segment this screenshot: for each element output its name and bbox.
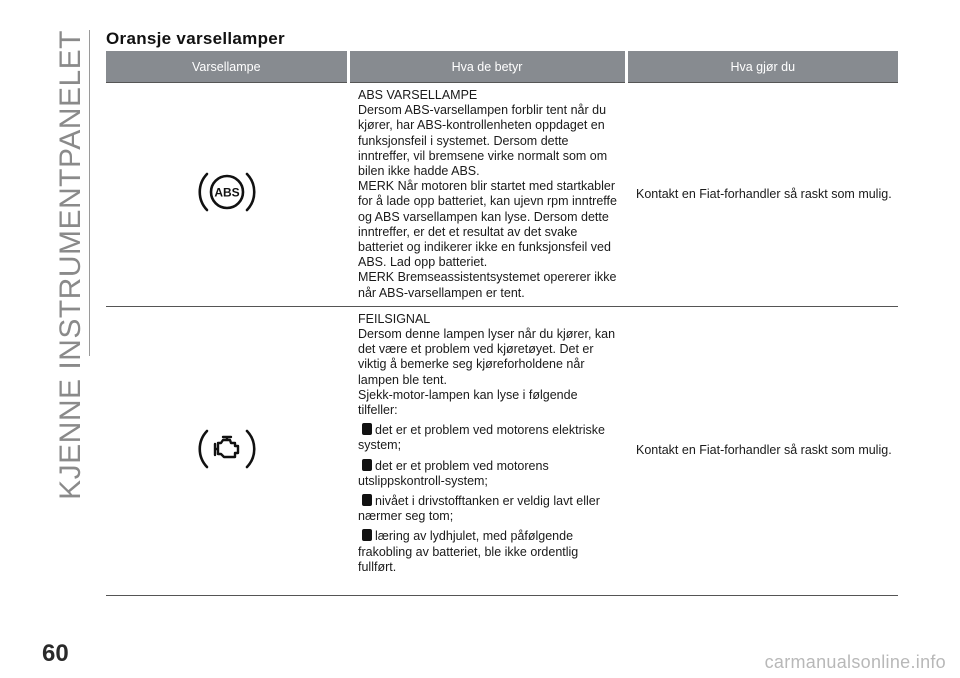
watermark: carmanualsonline.info (764, 652, 946, 672)
description-line: lampen ble tent. (358, 372, 447, 387)
description-cell (348, 83, 626, 307)
description-line: tilfeller: (358, 403, 398, 418)
table-row (106, 306, 898, 595)
description-cell (348, 306, 626, 595)
action-cell: Kontakt en Fiat-forhandler så raskt som mulig. (626, 83, 898, 307)
header-lamp: Varsellampe (106, 51, 348, 83)
engine-check-icon (195, 417, 259, 481)
description-line: viktig å bemerke seg kjøreforholdene når (358, 357, 585, 372)
side-divider (89, 30, 90, 356)
abs-icon-text: ABS (214, 185, 240, 200)
bullet-item: det er et problem ved motorens utslippskontroll-system; (358, 458, 549, 488)
bullet-marker-icon (362, 494, 372, 506)
header-meaning: Hva de betyr (348, 51, 626, 83)
description-line: ABS VARSELLAMPE (358, 88, 478, 102)
description-line: Dersom ABS-varsellampen forblir tent når du (358, 103, 607, 118)
description-line: det være et problem ved kjøretøyet. Det er (358, 342, 594, 357)
description-line: kjører, har ABS-kontrollenheten oppdaget en (358, 118, 605, 133)
description-line: for å lade opp batteriet, kan ujevn rpm inntreffe (358, 194, 617, 209)
header-action: Hva gjør du (626, 51, 898, 83)
description-line: MERK Når motoren blir startet med startkabler (358, 179, 616, 194)
description-line: batteriet og indikerer ikke en funksjonsfeil ved (358, 240, 611, 255)
bullet-item: læring av lydhjulet, med påfølgende frakobling av batteriet, ble ikke ordentlig fullført. (358, 529, 579, 574)
lamp-cell (106, 306, 348, 595)
bullet-item: nivået i drivstofftanken er veldig lavt eller nærmer seg tom; (358, 494, 600, 524)
abs-warning-icon (195, 160, 259, 224)
description-line: Sjekk-motor-lampen kan lyse i følgende (358, 387, 578, 402)
description-line: FEILSIGNAL (358, 311, 431, 326)
lamp-cell (106, 83, 348, 307)
action-cell: Kontakt en Fiat-forhandler så raskt som mulig. (626, 306, 898, 595)
bullet-marker-icon (362, 529, 372, 541)
description-line: funksjonsfeil i systemet. Dersom dette (358, 133, 569, 148)
description-line: og ABS varsellampen kan lyse. Dersom dette (358, 209, 609, 224)
warning-lamp-table (106, 51, 898, 596)
description-line: inntreffer, vil bremsene virke normalt som om (358, 148, 608, 163)
description-line: inntreffer, er det et resultat av det svake (358, 224, 578, 239)
bullet-marker-icon (362, 459, 372, 471)
section-title: Oransje varsellamper (106, 29, 285, 48)
bullet-item: det er et problem ved motorens elektriske system; (358, 423, 605, 453)
description-line: Dersom denne lampen lyser når du kjører, kan (358, 327, 616, 342)
page-number: 60 (42, 640, 69, 667)
table-row (106, 83, 898, 307)
description-line: når ABS-varsellampen er tent. (358, 285, 525, 300)
description-line: bilen ikke hadde ABS. (358, 164, 480, 179)
table-header-row (106, 51, 898, 83)
description-line: ABS. Lad opp batteriet. (358, 255, 488, 270)
side-chapter-title: KJENNE INSTRUMENTPANELET (54, 30, 87, 500)
description-line: MERK Bremseassistentsystemet opererer ikke (358, 270, 617, 285)
bullet-marker-icon (362, 423, 372, 435)
